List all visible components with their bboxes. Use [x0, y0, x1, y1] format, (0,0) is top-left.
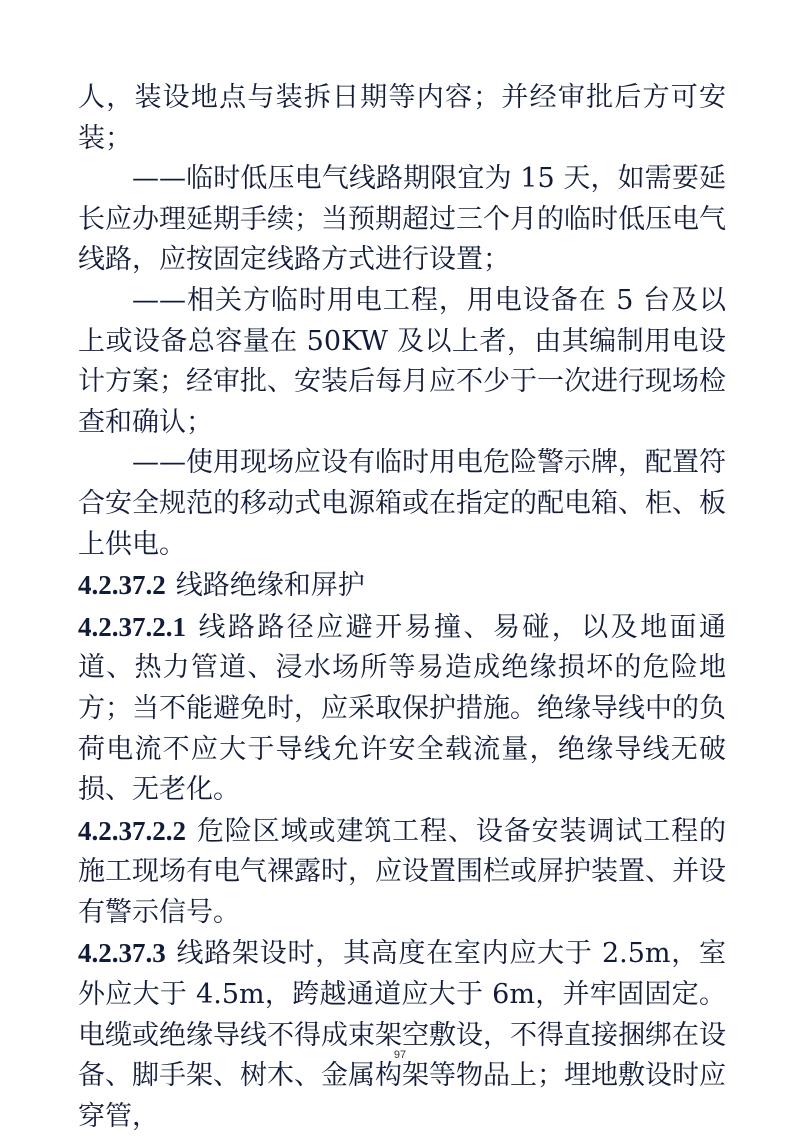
paragraph-warning-sign: ——使用现场应设有临时用电危险警示牌，配置符合安全规范的移动式电源箱或在指定的配电箱、柜、板上供电。	[78, 447, 726, 560]
section-number: 4.2.37.2.2	[78, 815, 186, 846]
paragraph-temporary-line-period: ——临时低压电气线路期限宜为 15 天，如需要延长应办理延期手续；当预期超过三个月的临时低压电气线路，应按固定线路方式进行设置；	[78, 163, 726, 276]
body-text	[78, 78, 726, 1137]
section-4-2-37-2-2	[78, 811, 726, 934]
section-heading: 线路绝缘和屏护	[175, 570, 365, 602]
section-number: 4.2.37.3	[78, 938, 166, 969]
section-4-2-37-2	[78, 565, 726, 607]
page-number: 97	[393, 1049, 407, 1061]
section-text: 线路架设时，其高度在室内应大于 2.5m，室外应大于 4.5m，跨越通道应大于 6m，并牢固固定。电缆或绝缘导线不得成束架空敷设，不得直接捆绑在设备、脚手架、树木、金属构架等物品上；埋地敷设时应穿管，	[78, 938, 726, 1132]
section-number: 4.2.37.2.1	[78, 611, 186, 642]
paragraph-contractor-temporary-power: ——相关方临时用电工程，用电设备在 5 台及以上或设备总容量在 50KW 及以上者，由其编制用电设计方案；经审批、安装后每月应不少于一次进行现场检查和确认；	[78, 284, 726, 438]
section-number: 4.2.37.2	[78, 570, 166, 601]
section-text: 线路路径应避开易撞、易碰，以及地面通道、热力管道、浸水场所等易造成绝缘损坏的危险地方；当不能避免时，应采取保护措施。绝缘导线中的负荷电流不应大于导线允许安全载流量，绝缘导线无破损、无老化。	[78, 611, 726, 806]
section-4-2-37-2-1	[78, 607, 726, 811]
section-4-2-37-3	[78, 933, 726, 1137]
paragraph-continuation: 人，装设地点与装拆日期等内容；并经审批后方可安装；	[78, 82, 726, 154]
section-text: 危险区域或建筑工程、设备安装调试工程的施工现场有电气裸露时，应设置围栏或屏护装置、并设有警示信号。	[78, 815, 726, 928]
